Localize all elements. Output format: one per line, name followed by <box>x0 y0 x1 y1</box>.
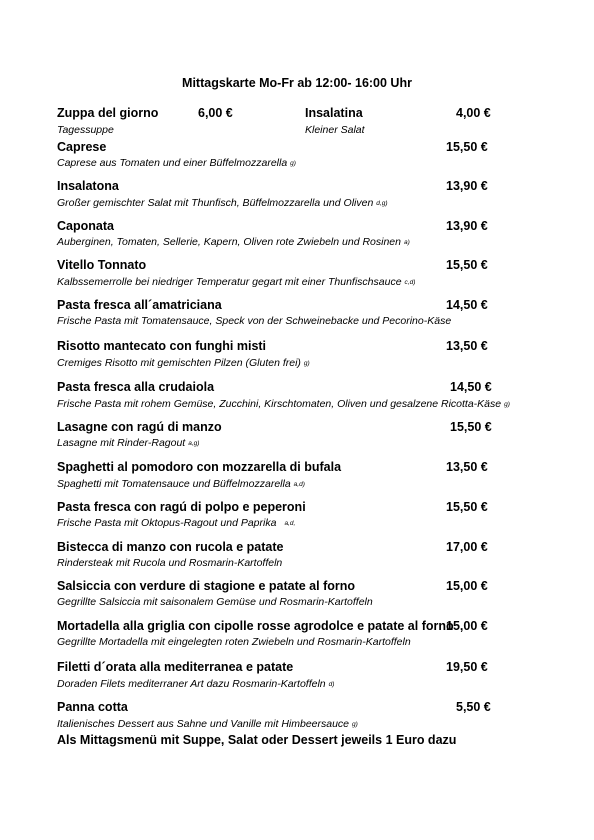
menu-item-price: 5,50 € <box>456 700 491 714</box>
allergen-code: a,d) <box>293 481 305 488</box>
menu-item-price: 15,00 € <box>446 619 488 633</box>
allergen-code: a,d, <box>284 520 296 527</box>
insalatina-desc: Kleiner Salat <box>305 124 365 136</box>
menu-item-name: Lasagne con ragú di manzo <box>57 420 222 434</box>
menu-item-desc: Cremiges Risotto mit gemischten Pilzen (Gluten frei) g) <box>57 357 310 369</box>
menu-item-price: 19,50 € <box>446 660 488 674</box>
menu-item-price: 15,50 € <box>446 258 488 272</box>
menu-footer-note: Als Mittagsmenü mit Suppe, Salat oder Dessert jeweils 1 Euro dazu <box>57 733 457 747</box>
menu-item-price: 14,50 € <box>446 298 488 312</box>
allergen-code: g) <box>303 360 310 367</box>
menu-item-name: Salsiccia con verdure di stagione e patate al forno <box>57 579 356 593</box>
menu-item-desc: Frische Pasta mit Oktopus-Ragout und Paprika a,d, <box>57 517 296 529</box>
menu-item-desc: Italienisches Dessert aus Sahne und Vanille mit Himbeersauce g) <box>57 718 358 730</box>
menu-item-name: Mortadella alla griglia con cipolle rosse agrodolce e patate al forno <box>57 619 454 633</box>
menu-item-desc: Kalbssemerrolle bei niedriger Temperatur gegart mit einer Thunfischsauce c,d) <box>57 276 416 288</box>
allergen-code: d) <box>328 681 335 688</box>
menu-item-name: Vitello Tonnato <box>57 258 147 272</box>
menu-item-desc: Großer gemischter Salat mit Thunfisch, Büffelmozzarella und Oliven d,g) <box>57 197 388 209</box>
menu-item-desc: Doraden Filets mediterraner Art dazu Rosmarin-Kartoffeln d) <box>57 678 335 690</box>
menu-item-desc: Auberginen, Tomaten, Sellerie, Kapern, Oliven rote Zwiebeln und Rosinen a) <box>57 236 410 248</box>
menu-item-name: Panna cotta <box>57 700 128 714</box>
menu-item-name: Pasta fresca all´amatriciana <box>57 298 222 312</box>
menu-item-name: Spaghetti al pomodoro con mozzarella di bufala <box>57 460 342 474</box>
allergen-code: d,g) <box>376 200 388 207</box>
menu-item-name: Caprese <box>57 140 107 154</box>
menu-item-price: 13,50 € <box>446 460 488 474</box>
menu-item-price: 15,50 € <box>450 420 492 434</box>
allergen-code: a,g) <box>188 440 200 447</box>
allergen-code: g) <box>352 721 358 728</box>
page-title: Mittagskarte Mo-Fr ab 12:00- 16:00 Uhr <box>182 76 412 90</box>
zuppa-desc: Tagessuppe <box>57 124 114 136</box>
menu-item-desc: Frische Pasta mit rohem Gemüse, Zucchini, Kirschtomaten, Oliven und gesalzene Ricotta-Käse g) <box>57 398 510 410</box>
menu-item-price: 15,00 € <box>446 579 488 593</box>
zuppa-price: 6,00 € <box>198 106 233 120</box>
menu-item-desc: Gegrillte Salsiccia mit saisonalem Gemüse und Rosmarin-Kartoffeln <box>57 596 373 608</box>
menu-item-desc: Gegrillte Mortadella mit eingelegten roten Zwiebeln und Rosmarin-Kartoffeln <box>57 636 411 648</box>
menu-item-desc: Spaghetti mit Tomatensauce und Büffelmozzarella a,d) <box>57 478 305 490</box>
insalatina-name: Insalatina <box>305 106 363 120</box>
menu-item-desc: Lasagne mit Rinder-Ragout a,g) <box>57 437 200 449</box>
zuppa-name: Zuppa del giorno <box>57 106 159 120</box>
menu-item-price: 15,50 € <box>446 140 488 154</box>
menu-item-desc: Rindersteak mit Rucola und Rosmarin-Kartoffeln <box>57 557 283 569</box>
menu-item-price: 13,90 € <box>446 179 488 193</box>
menu-item-desc: Caprese aus Tomaten und einer Büffelmozzarella g) <box>57 157 296 169</box>
insalatina-price: 4,00 € <box>456 106 491 120</box>
menu-item-name: Pasta fresca alla crudaiola <box>57 380 215 394</box>
allergen-code: a) <box>403 239 410 246</box>
menu-item-name: Pasta fresca con ragú di polpo e peperoni <box>57 500 306 514</box>
menu-item-price: 13,90 € <box>446 219 488 233</box>
allergen-code: c,d) <box>404 279 416 286</box>
menu-item-name: Risotto mantecato con funghi misti <box>57 339 267 353</box>
menu-item-name: Bistecca di manzo con rucola e patate <box>57 540 284 554</box>
menu-item-price: 17,00 € <box>446 540 488 554</box>
menu-item-price: 15,50 € <box>446 500 488 514</box>
menu-item-name: Filetti d´orata alla mediterranea e patate <box>57 660 294 674</box>
menu-item-desc: Frische Pasta mit Tomatensauce, Speck von der Schweinebacke und Pecorino-Käse <box>57 315 452 327</box>
menu-item-price: 13,50 € <box>446 339 488 353</box>
menu-item-name: Insalatona <box>57 179 119 193</box>
allergen-code: g) <box>290 160 296 167</box>
menu-item-price: 14,50 € <box>450 380 492 394</box>
allergen-code: g) <box>504 401 510 408</box>
menu-item-name: Caponata <box>57 219 114 233</box>
